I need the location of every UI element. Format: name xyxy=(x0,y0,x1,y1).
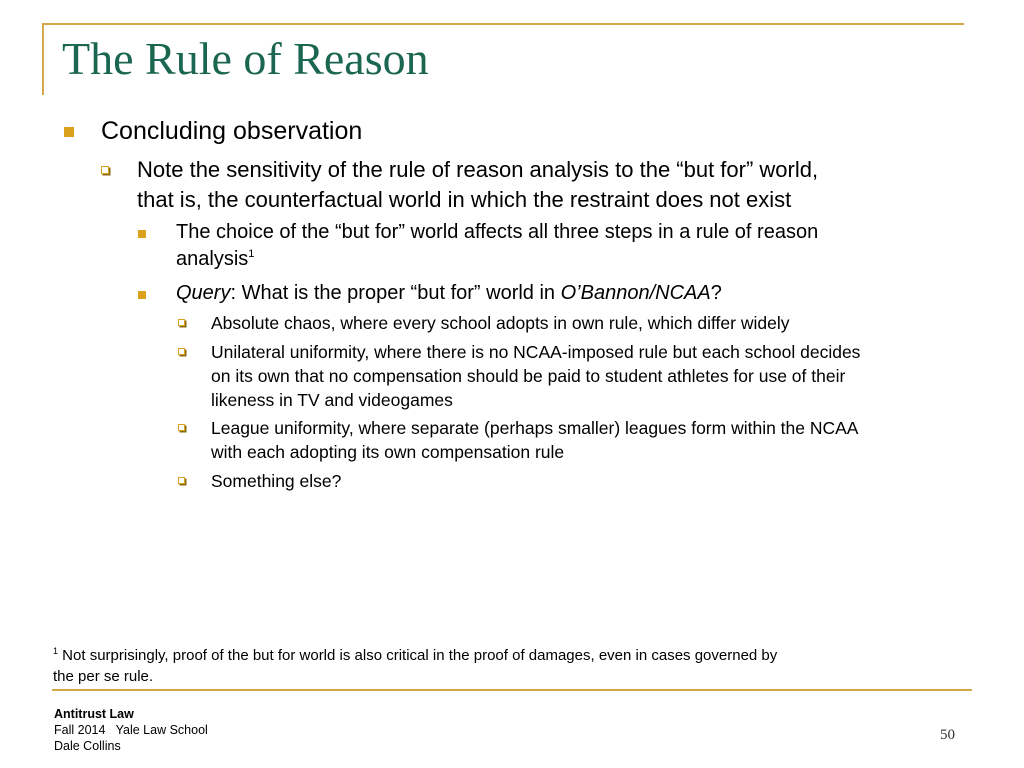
top-border-line xyxy=(42,23,964,25)
option-line: Unilateral uniformity, where there is no NCAA-imposed rule but each school decides xyxy=(211,342,861,362)
left-border-line xyxy=(42,23,44,95)
option-line: on its own that no compensation should be paid to student athletes for use of their xyxy=(211,366,846,386)
slide-title: The Rule of Reason xyxy=(62,33,429,84)
footnote-mark: 1 xyxy=(53,646,59,656)
option-line: Something else? xyxy=(211,471,342,491)
option-item xyxy=(211,416,858,464)
footnote-line-1 xyxy=(53,645,913,666)
option-line: with each adopting its own compensation rule xyxy=(211,442,565,462)
level2-line-1: Note the sensitivity of the rule of reason analysis to the “but for” world, xyxy=(137,157,819,182)
checkbox-bullet-icon xyxy=(178,424,185,431)
footnote-line-2: the per se rule. xyxy=(53,668,154,685)
level3-bullet-choice xyxy=(176,219,818,273)
query-label: Query xyxy=(176,282,231,304)
level3-bullet-query xyxy=(176,280,722,307)
query-end: ? xyxy=(710,282,722,304)
query-text: : What is the proper “but for” world in xyxy=(230,282,561,304)
author-name: Dale Collins xyxy=(54,739,121,753)
bottom-divider xyxy=(52,689,972,691)
page-number: 50 xyxy=(940,727,955,743)
option-item xyxy=(211,311,789,335)
term-line: Fall 2014 Yale Law School xyxy=(54,723,208,737)
checkbox-bullet-icon xyxy=(178,348,185,355)
slide-footer xyxy=(54,706,208,754)
square-bullet-icon xyxy=(138,230,146,238)
checkbox-bullet-icon xyxy=(101,166,109,174)
level3a-line-1: The choice of the “but for” world affects all three steps in a rule of reason xyxy=(176,221,819,243)
course-name: Antitrust Law xyxy=(54,707,134,721)
level1-bullet-text: Concluding observation xyxy=(101,117,363,145)
footnote-ref-sup: 1 xyxy=(248,248,255,260)
square-bullet-icon xyxy=(64,127,74,137)
square-bullet-icon xyxy=(138,291,146,299)
checkbox-bullet-icon xyxy=(178,477,185,484)
option-line: Absolute chaos, where every school adopts in own rule, which differ widely xyxy=(211,313,790,333)
footnote-text-1: Not surprisingly, proof of the but for world is also critical in the proof of damages, even in cases governed by xyxy=(58,647,778,664)
option-line: likeness in TV and videogames xyxy=(211,390,453,410)
footnote xyxy=(53,645,913,687)
level2-bullet-text xyxy=(137,155,818,215)
case-name: O’Bannon/NCAA xyxy=(560,282,711,304)
option-line: League uniformity, where separate (perhaps smaller) leagues form within the NCAA xyxy=(211,418,859,438)
level3a-line-2-text: analysis xyxy=(176,248,249,270)
option-item xyxy=(211,340,860,412)
level3a-line-2 xyxy=(176,246,818,273)
level2-line-2: that is, the counterfactual world in which the restraint does not exist xyxy=(137,187,792,212)
checkbox-bullet-icon xyxy=(178,319,185,326)
option-item xyxy=(211,469,341,493)
